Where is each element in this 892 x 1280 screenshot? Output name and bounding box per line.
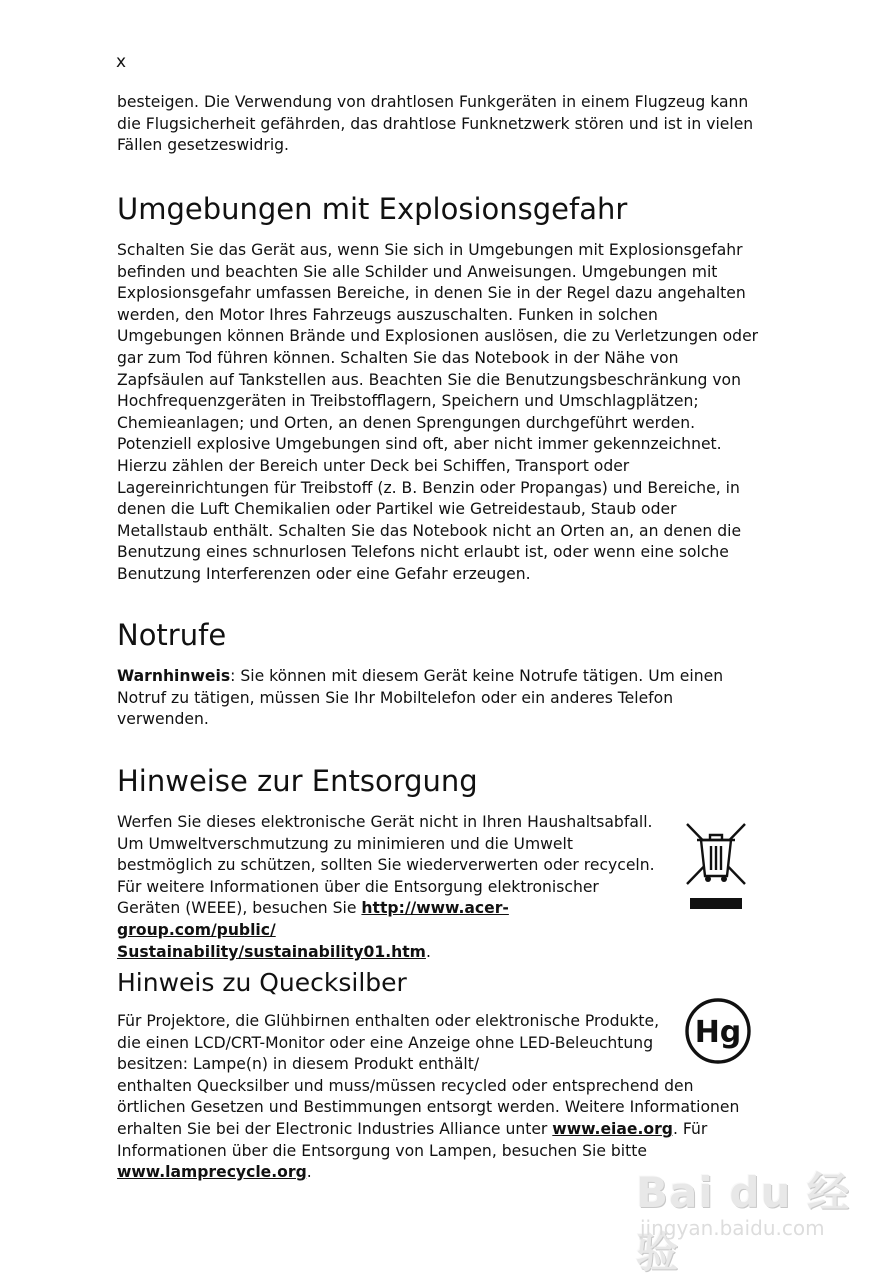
quecksilber-paragraph-1: Für Projektore, die Glühbirnen enthalten oder elektronische Produkte, die einen LCD/CRT-Monitor oder eine Anzeige ohne LED-Beleuchtung besitzen: Lampe(n) in diesem Produkt enthält/ [117,1012,660,1074]
baidu-watermark [624,1160,874,1277]
intro-paragraph: besteigen. Die Verwendung von drahtlosen Funkgeräten in einem Flugzeug kann die Flugsicherheit gefährden, das drahtlose Funknetzwerk stören und ist in vielen Fällen gesetzeswidrig. [117,93,754,155]
baidu-url: jingyan.baidu.com [640,1216,825,1240]
entsorgung-text: Werfen Sie dieses elektronische Gerät nicht in Ihren Haushaltsabfall. Um Umweltverschmutzung zu minimieren und die Umwelt bestmöglich zu schützen, sollten Sie wiederverwerten oder recyceln. Für weitere Informationen über die Entsorgung elektronischer Geräten (WEEE), besuchen Sie [117,813,655,918]
notrufe-text: : Sie können mit diesem Gerät keine Notrufe tätigen. Um einen Notruf zu tätigen, müssen Sie Ihr Mobiltelefon oder ein anderes Telefon verwenden. [117,667,724,729]
notrufe-section [117,617,762,731]
notrufe-heading: Notrufe [117,618,227,652]
acer-sustainability-link[interactable]: http://www.acer-group.com/public/ Sustainability/sustainability01.htm [117,899,509,961]
notrufe-paragraph [117,666,762,731]
explosion-paragraph: Schalten Sie das Gerät aus, wenn Sie sich in Umgebungen mit Explosionsgefahr befinden und beachten Sie alle Schilder und Anweisungen. Umgebungen mit Explosionsgefahr umfassen Bereiche, in denen Sie in der Regel dazu angehalten werden, den Motor Ihres Fahrzeugs auszuschalten. Funken in solchen Umgebungen können Brände und Explosionen auslösen, die zu Verletzungen oder gar zum Tod führen können. Schalten Sie das Notebook in der Nähe von Zapfsäulen auf Tankstellen aus. Beachten Sie die Benutzungsbeschränkung von Hochfrequenzgeräten in Treibstofflagern, Speichern und Umschlagplätzen; Chemieanlagen; und Orten, an denen Sprengungen durchgeführt werden. Potenziell explosive Umgebungen sind oft, aber nicht immer gekennzeichnet. Hierzu zählen der Bereich unter Deck bei Schiffen, Transport oder Lagereinrichtungen für Treibstoff (z. B. Benzin oder Propangas) und Bereiche, in denen die Luft Chemikalien oder Partikel wie Getreidestaub, Staub oder Metallstaub enthält. Schalten Sie das Notebook nicht an Orten an, an denen die Benutzung eines schnurlosen Telefons nicht erlaubt ist, oder wenn eine solche Benutzung Interferenzen oder eine Gefahr erzeugen. [117,241,759,583]
page-number: x [116,52,127,72]
quecksilber-paragraph-2: enthalten Quecksilber und muss/müssen recycled oder entsprechend den örtlichen Gesetzen und Bestimmungen entsorgt werden. Weitere Informationen erhalten Sie bei der Electronic Industries Alliance unter www.eiae.org. Für Informationen über die Entsorgung von Lampen, besuchen Sie bitte www.lamprecycle.org. [117,1076,740,1182]
mercury-hg-icon [683,996,753,1066]
intro-section [117,92,762,157]
baidu-logo: Bai du 经验 [636,1168,850,1277]
eiae-link[interactable]: www.eiae.org [552,1119,673,1138]
lamprecycle-link[interactable]: www.lamprecycle.org [117,1163,307,1182]
svg-text:Hg: Hg [694,1015,742,1050]
entsorgung-paragraph: Werfen Sie dieses elektronische Gerät nicht in Ihren Haushaltsabfall. Um Umweltverschmutzung zu minimieren und die Umwelt bestmöglich zu schützen, sollten Sie wiederverwerten oder recyceln. Für weitere Informationen über die Entsorgung elektronischer Geräten (WEEE), besuchen Sie http://www.acer-group.com/public/ Sustainability/sustainability01.htm. [117,813,655,961]
weee-crossed-bin-icon [684,822,748,914]
explosion-section [117,191,762,586]
quecksilber-section [117,967,762,1184]
entsorgung-heading: Hinweise zur Entsorgung [117,764,478,798]
explosion-heading: Umgebungen mit Explosionsgefahr [117,192,628,226]
entsorgung-section [117,763,667,963]
warn-label: Warnhinweis [117,667,231,685]
quecksilber-heading: Hinweis zu Quecksilber [117,968,407,997]
